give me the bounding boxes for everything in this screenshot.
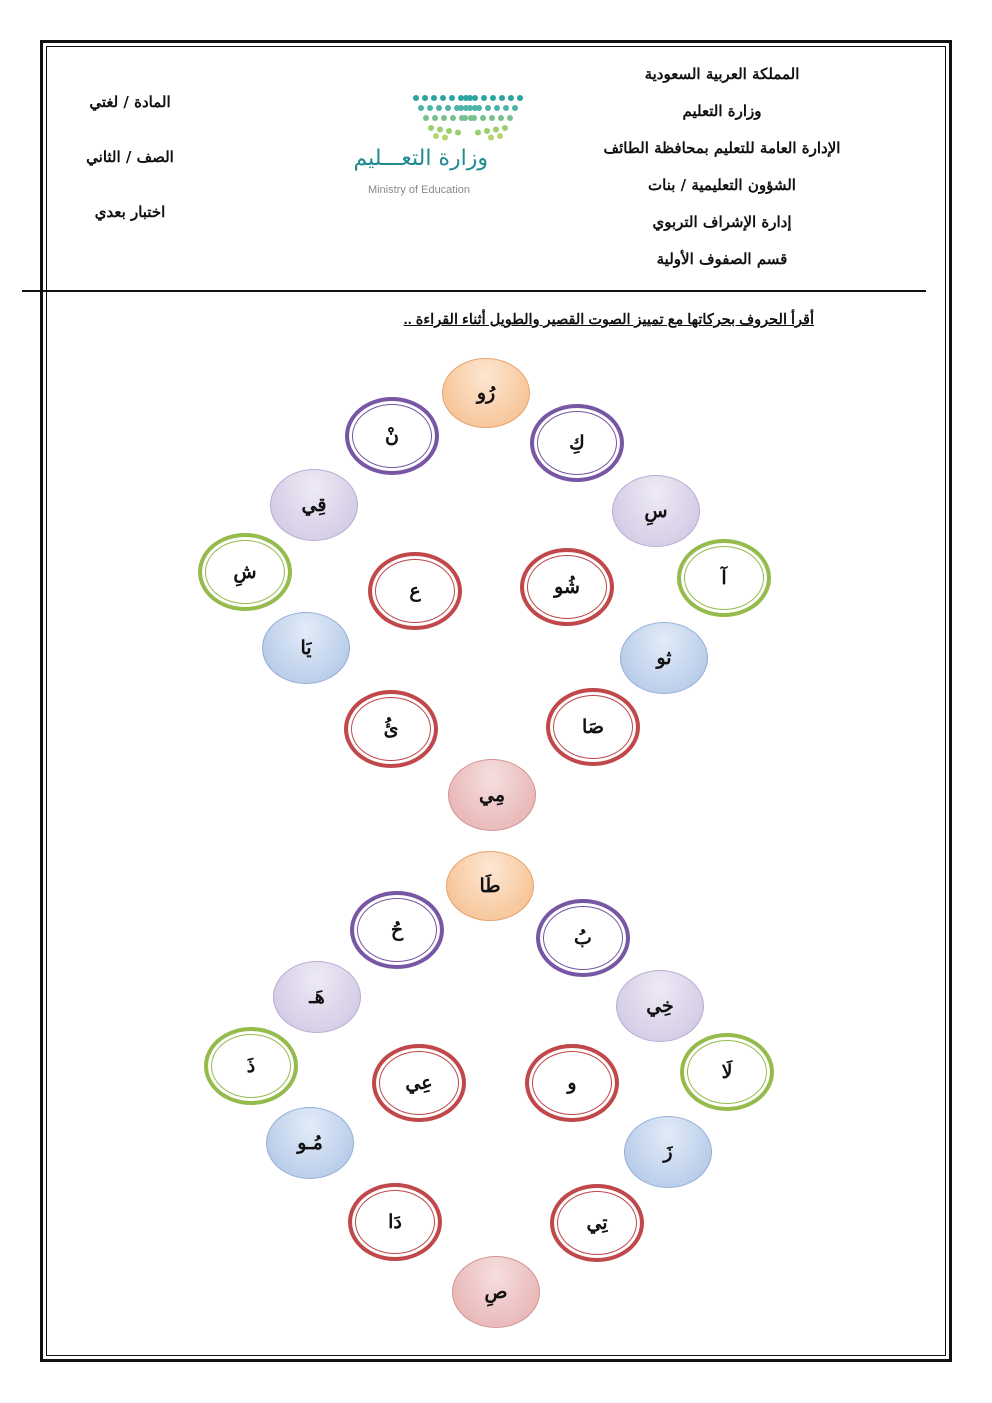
grade-label: الصف / الثاني bbox=[86, 148, 174, 166]
logo-dot bbox=[422, 95, 428, 101]
exam-type-label: اختبار بعدي bbox=[94, 203, 166, 221]
logo-dot bbox=[485, 105, 491, 111]
letter-bubble: صَا bbox=[546, 688, 640, 766]
letter-bubble: آ bbox=[677, 539, 771, 617]
logo-dot bbox=[490, 95, 496, 101]
logo-dot bbox=[437, 127, 443, 133]
header-line-affairs: الشؤون التعليمية / بنات bbox=[648, 176, 796, 194]
logo-dot bbox=[428, 125, 434, 131]
logo-english-text: Ministry of Education bbox=[367, 184, 471, 196]
letter-bubble: قِي bbox=[270, 469, 358, 541]
ministry-logo bbox=[350, 90, 540, 205]
logo-dot bbox=[441, 115, 447, 121]
logo-dot bbox=[432, 115, 438, 121]
logo-dot bbox=[455, 130, 461, 136]
letter-bubble: نْ bbox=[345, 397, 439, 475]
letter-bubble: ثو bbox=[620, 622, 708, 694]
letter-bubble: رُو bbox=[442, 358, 530, 428]
header-line-directorate: الإدارة العامة للتعليم بمحافظة الطائف bbox=[603, 139, 841, 157]
letter-bubble: دَا bbox=[348, 1183, 442, 1261]
header-divider bbox=[22, 290, 926, 292]
logo-dot bbox=[462, 115, 468, 121]
logo-dot bbox=[431, 95, 437, 101]
letter-bubble: شُو bbox=[520, 548, 614, 626]
letter-bubble: بُ bbox=[536, 899, 630, 977]
logo-dot bbox=[427, 105, 433, 111]
logo-dot bbox=[517, 95, 523, 101]
letter-bubble: طَا bbox=[446, 851, 534, 921]
logo-dot bbox=[502, 125, 508, 131]
header-line-department: قسم الصفوف الأولية bbox=[656, 250, 788, 268]
letter-bubble: ع bbox=[368, 552, 462, 630]
logo-dot bbox=[436, 105, 442, 111]
letter-bubble: لَا bbox=[680, 1033, 774, 1111]
letter-bubble: مِي bbox=[448, 759, 536, 831]
subject-label: المادة / لغتي bbox=[89, 93, 171, 111]
letter-bubble: هَـ bbox=[273, 961, 361, 1033]
logo-dot bbox=[458, 105, 464, 111]
logo-dot bbox=[413, 95, 419, 101]
letter-bubble: حُ bbox=[350, 891, 444, 969]
logo-dot bbox=[481, 95, 487, 101]
logo-dot bbox=[508, 95, 514, 101]
letter-bubble: ئُ bbox=[344, 690, 438, 768]
logo-dot bbox=[423, 115, 429, 121]
logo-arabic-text: وزارة التعـــليم bbox=[353, 146, 488, 171]
letter-bubble: تِي bbox=[550, 1184, 644, 1262]
logo-dot bbox=[445, 105, 451, 111]
header-line-kingdom: المملكة العربية السعودية bbox=[644, 65, 800, 83]
logo-dot bbox=[494, 105, 500, 111]
logo-dot bbox=[499, 95, 505, 101]
logo-dot bbox=[433, 133, 439, 139]
logo-dot bbox=[468, 115, 474, 121]
instruction-text: أقرأ الحروف بحركاتها مع تمييز الصوت القصير والطويل أثناء القراءة .. bbox=[403, 312, 814, 328]
header-line-ministry: وزارة التعليم bbox=[682, 102, 762, 120]
logo-dot bbox=[475, 130, 481, 136]
logo-dot bbox=[507, 115, 513, 121]
logo-dot bbox=[503, 105, 509, 111]
logo-dot bbox=[463, 95, 469, 101]
logo-dot bbox=[449, 95, 455, 101]
letter-bubble: شِ bbox=[198, 533, 292, 611]
logo-dot bbox=[440, 95, 446, 101]
logo-dot bbox=[480, 115, 486, 121]
header-line-supervision: إدارة الإشراف التربوي bbox=[652, 213, 792, 231]
ministry-logo-dots-icon bbox=[410, 90, 600, 150]
letter-bubble: صِ bbox=[452, 1256, 540, 1328]
logo-dot bbox=[497, 133, 503, 139]
letter-bubble: و bbox=[525, 1044, 619, 1122]
logo-dot bbox=[450, 115, 456, 121]
letter-bubble: مُـو bbox=[266, 1107, 354, 1179]
letter-bubble: خِي bbox=[616, 970, 704, 1042]
logo-dot bbox=[484, 128, 490, 134]
logo-dot bbox=[418, 105, 424, 111]
logo-dot bbox=[446, 128, 452, 134]
logo-dot bbox=[489, 115, 495, 121]
letter-bubble: سِ bbox=[612, 475, 700, 547]
logo-dot bbox=[442, 135, 448, 141]
letter-bubble: كِ bbox=[530, 404, 624, 482]
letter-bubble: زَ bbox=[624, 1116, 712, 1188]
letter-bubble: عِي bbox=[372, 1044, 466, 1122]
logo-dot bbox=[512, 105, 518, 111]
letter-bubble: ذَ bbox=[204, 1027, 298, 1105]
header-exam-info bbox=[50, 88, 210, 253]
letter-bubble: يَا bbox=[262, 612, 350, 684]
logo-dot bbox=[493, 127, 499, 133]
logo-dot bbox=[472, 105, 478, 111]
logo-dot bbox=[488, 135, 494, 141]
logo-dot bbox=[498, 115, 504, 121]
